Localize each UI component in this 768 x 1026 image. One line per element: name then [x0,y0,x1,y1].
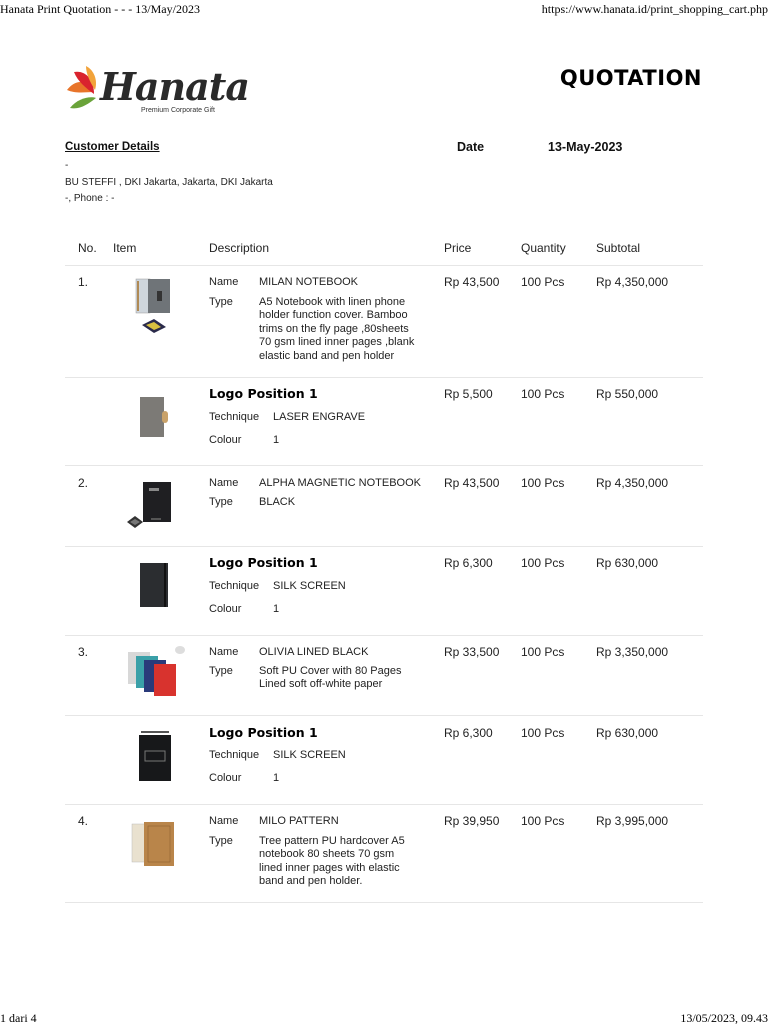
subtotal: Rp 550,000 [596,387,659,401]
technique-label: Technique [209,749,260,761]
name-label: Name [209,646,239,658]
customer-phone: -, Phone : - [65,193,115,204]
price: Rp 43,500 [444,476,500,490]
logo-position-title: Logo Position 1 [209,725,318,740]
type-line: BLACK [259,496,296,508]
price: Rp 39,950 [444,814,500,828]
quantity: 100 Pcs [521,556,565,570]
price: Rp 43,500 [444,275,500,289]
logo-position-title: Logo Position 1 [209,386,318,401]
product-name: ALPHA MAGNETIC NOTEBOOK [259,477,421,489]
print-timestamp: 13/05/2023, 09.43 [680,1011,768,1025]
laser-engrave-thumbnail [138,395,170,441]
col-header-item: Item [113,241,137,255]
row-divider [65,465,703,466]
alpha-notebook-thumbnail [125,478,177,534]
document-title: QUOTATION [559,66,702,90]
milo-notebook-thumbnail [128,818,180,872]
quantity: 100 Pcs [521,814,565,828]
customer-details-heading: Customer Details [65,141,160,153]
type-line: Soft PU Cover with 80 Pages [259,665,402,677]
customer-line-1: - [65,160,69,171]
subtotal: Rp 4,350,000 [596,275,669,289]
product-name: OLIVIA LINED BLACK [259,646,369,658]
type-label: Type [209,665,233,677]
technique-label: Technique [209,411,260,423]
colour-value: 1 [273,603,280,615]
date-label: Date [457,140,485,154]
silk-screen-thumbnail [137,561,171,611]
hanata-logo [64,64,249,120]
technique-label: Technique [209,580,260,592]
row-divider [65,265,703,266]
subtotal: Rp 3,350,000 [596,645,669,659]
colour-label: Colour [209,772,242,784]
milan-notebook-thumbnail [128,277,178,339]
row-number: 1. [78,275,89,289]
product-type [259,665,401,692]
type-line: band and pen holder. [259,875,363,888]
type-label: Type [209,496,233,508]
technique-value: SILK SCREEN [273,749,346,761]
quantity: 100 Pcs [521,476,565,490]
subtotal: Rp 3,995,000 [596,814,669,828]
row-divider [65,546,703,547]
subtotal: Rp 4,350,000 [596,476,669,490]
row-divider [65,715,703,716]
price: Rp 33,500 [444,645,500,659]
type-line: elastic band and pen holder [259,349,395,362]
col-header-subtotal: Subtotal [596,241,641,255]
silk-screen-thumbnail [135,727,175,783]
row-divider [65,902,703,903]
date-value: 13-May-2023 [548,140,623,154]
colour-value: 1 [273,434,280,446]
type-line: trims on the fly page ,80sheets [259,322,409,335]
product-type [259,835,405,889]
type-label: Type [209,835,233,847]
type-label: Type [209,296,233,308]
colour-label: Colour [209,434,242,446]
type-line: Lined soft off-white paper [259,678,383,691]
col-header-quantity: Quantity [521,241,566,255]
quantity: 100 Pcs [521,726,565,740]
product-name: MILO PATTERN [259,815,339,827]
colour-label: Colour [209,603,242,615]
type-line: Tree pattern PU hardcover A5 [259,835,405,847]
row-divider [65,377,703,378]
brand-wordmark: Hanata [100,64,249,109]
name-label: Name [209,815,239,827]
colour-value: 1 [273,772,280,784]
price: Rp 6,300 [444,556,493,570]
type-line: notebook 80 sheets 70 gsm [259,848,395,861]
type-line: 70 gsm lined inner pages ,blank [259,336,415,349]
print-page-title: Hanata Print Quotation - - - 13/May/2023 [0,2,200,16]
quantity: 100 Pcs [521,387,565,401]
technique-value: SILK SCREEN [273,580,346,592]
product-type [259,296,414,363]
row-number: 3. [78,645,89,659]
type-line: holder function cover. Bamboo [259,309,408,322]
quantity: 100 Pcs [521,645,565,659]
logo-position-title: Logo Position 1 [209,555,318,570]
price: Rp 5,500 [444,387,493,401]
col-header-price: Price [444,241,472,255]
product-type [259,496,295,509]
product-name: MILAN NOTEBOOK [259,276,359,288]
technique-value: LASER ENGRAVE [273,411,366,423]
row-divider [65,635,703,636]
customer-address: BU STEFFI , DKI Jakarta, Jakarta, DKI Jakarta [65,177,273,188]
subtotal: Rp 630,000 [596,556,659,570]
name-label: Name [209,276,239,288]
print-url: https://www.hanata.id/print_shopping_cart.php [541,2,768,16]
row-number: 4. [78,814,89,828]
type-line: A5 Notebook with linen phone [259,296,406,308]
quantity: 100 Pcs [521,275,565,289]
print-page-counter: 1 dari 4 [0,1011,37,1025]
col-header-description: Description [209,241,270,255]
row-number: 2. [78,476,89,490]
price: Rp 6,300 [444,726,493,740]
type-line: lined inner pages with elastic [259,861,400,874]
row-divider [65,804,703,805]
olivia-notebook-thumbnail [126,644,186,700]
name-label: Name [209,477,239,489]
col-header-no: No. [78,241,97,255]
subtotal: Rp 630,000 [596,726,659,740]
brand-tagline: Premium Corporate Gift [141,107,215,114]
